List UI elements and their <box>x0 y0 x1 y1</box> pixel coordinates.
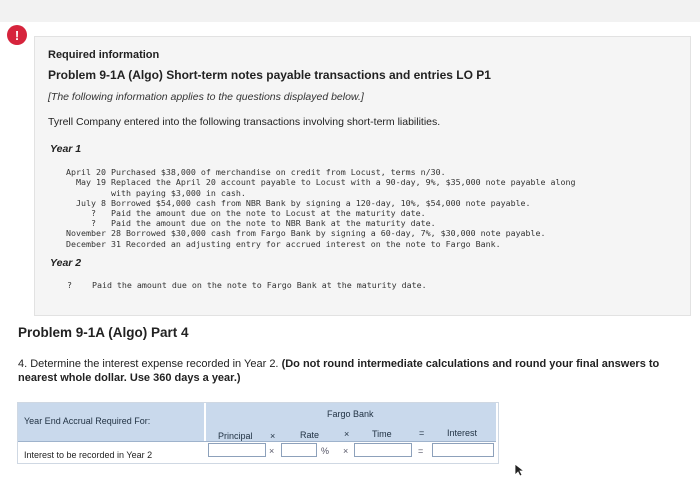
transaction-line: May 19 Replaced the April 20 account payable to Locust with a 90-day, 9%, $35,000 note payable along <box>66 177 576 188</box>
transaction-line: July 8 Borrowed $54,000 cash from NBR Bank by signing a 120-day, 10%, $54,000 note payable. <box>66 197 531 208</box>
equals-operator: = <box>418 446 424 456</box>
times-operator: × <box>344 429 350 439</box>
question-plain: 4. Determine the interest expense recorded in Year 2. <box>18 358 282 370</box>
rate-input[interactable] <box>281 443 317 457</box>
year-1-label: Year 1 <box>50 143 82 155</box>
interest-input[interactable] <box>432 443 494 457</box>
principal-input[interactable] <box>208 443 266 457</box>
question-instructions: (Do not round intermediate calculations and round your final answers to nearest whole dollar. Use 360 days a year.) <box>18 358 660 384</box>
percent-sign: % <box>321 446 330 456</box>
fargo-bank-header: Fargo Bank <box>327 409 374 419</box>
transaction-line: with paying $3,000 in cash. <box>66 187 246 198</box>
top-bar <box>0 0 700 22</box>
mouse-cursor-icon <box>514 463 526 477</box>
info-note: [The following information applies to the questions displayed below.] <box>48 91 364 103</box>
principal-header: Principal <box>218 431 253 441</box>
times-operator: × <box>269 446 275 456</box>
year-end-accrual-header: Year End Accrual Required For: <box>24 416 151 426</box>
row-label: Interest to be recorded in Year 2 <box>24 450 153 460</box>
year-2-transaction: ? Paid the amount due on the note to Fargo Bank at the maturity date. <box>52 280 427 290</box>
problem-title: Problem 9-1A (Algo) Short-term notes payable transactions and entries LO P1 <box>48 68 491 82</box>
question-text <box>18 357 688 385</box>
time-input[interactable] <box>354 443 412 457</box>
alert-exclamation-icon: ! <box>7 25 27 45</box>
interest-header: Interest <box>447 428 478 438</box>
transaction-line: April 20 Purchased $38,000 of merchandise on credit from Locust, terms n/30. <box>66 167 446 178</box>
year-1-transactions <box>66 157 576 259</box>
row-divider <box>18 441 496 442</box>
equals-operator: = <box>419 428 425 438</box>
year-2-label: Year 2 <box>50 257 82 269</box>
transaction-line: November 28 Borrowed $30,000 cash from Fargo Bank by signing a 60-day, 7%, $30,000 note payable. <box>66 228 546 239</box>
times-operator: × <box>343 446 349 456</box>
times-operator: × <box>270 431 276 441</box>
part-title: Problem 9-1A (Algo) Part 4 <box>18 325 189 340</box>
required-information-heading: Required information <box>48 49 160 61</box>
time-header: Time <box>372 429 392 439</box>
transaction-line: ? Paid the amount due on the note to NBR Bank at the maturity date. <box>66 218 436 229</box>
transaction-line: ? Paid the amount due on the note to Locust at the maturity date. <box>66 208 426 219</box>
intro-text: Tyrell Company entered into the following transactions involving short-term liabilities. <box>48 116 441 128</box>
rate-header: Rate <box>300 430 320 440</box>
transaction-line: December 31 Recorded an adjusting entry for accrued interest on the note to Fargo Bank. <box>66 238 501 249</box>
